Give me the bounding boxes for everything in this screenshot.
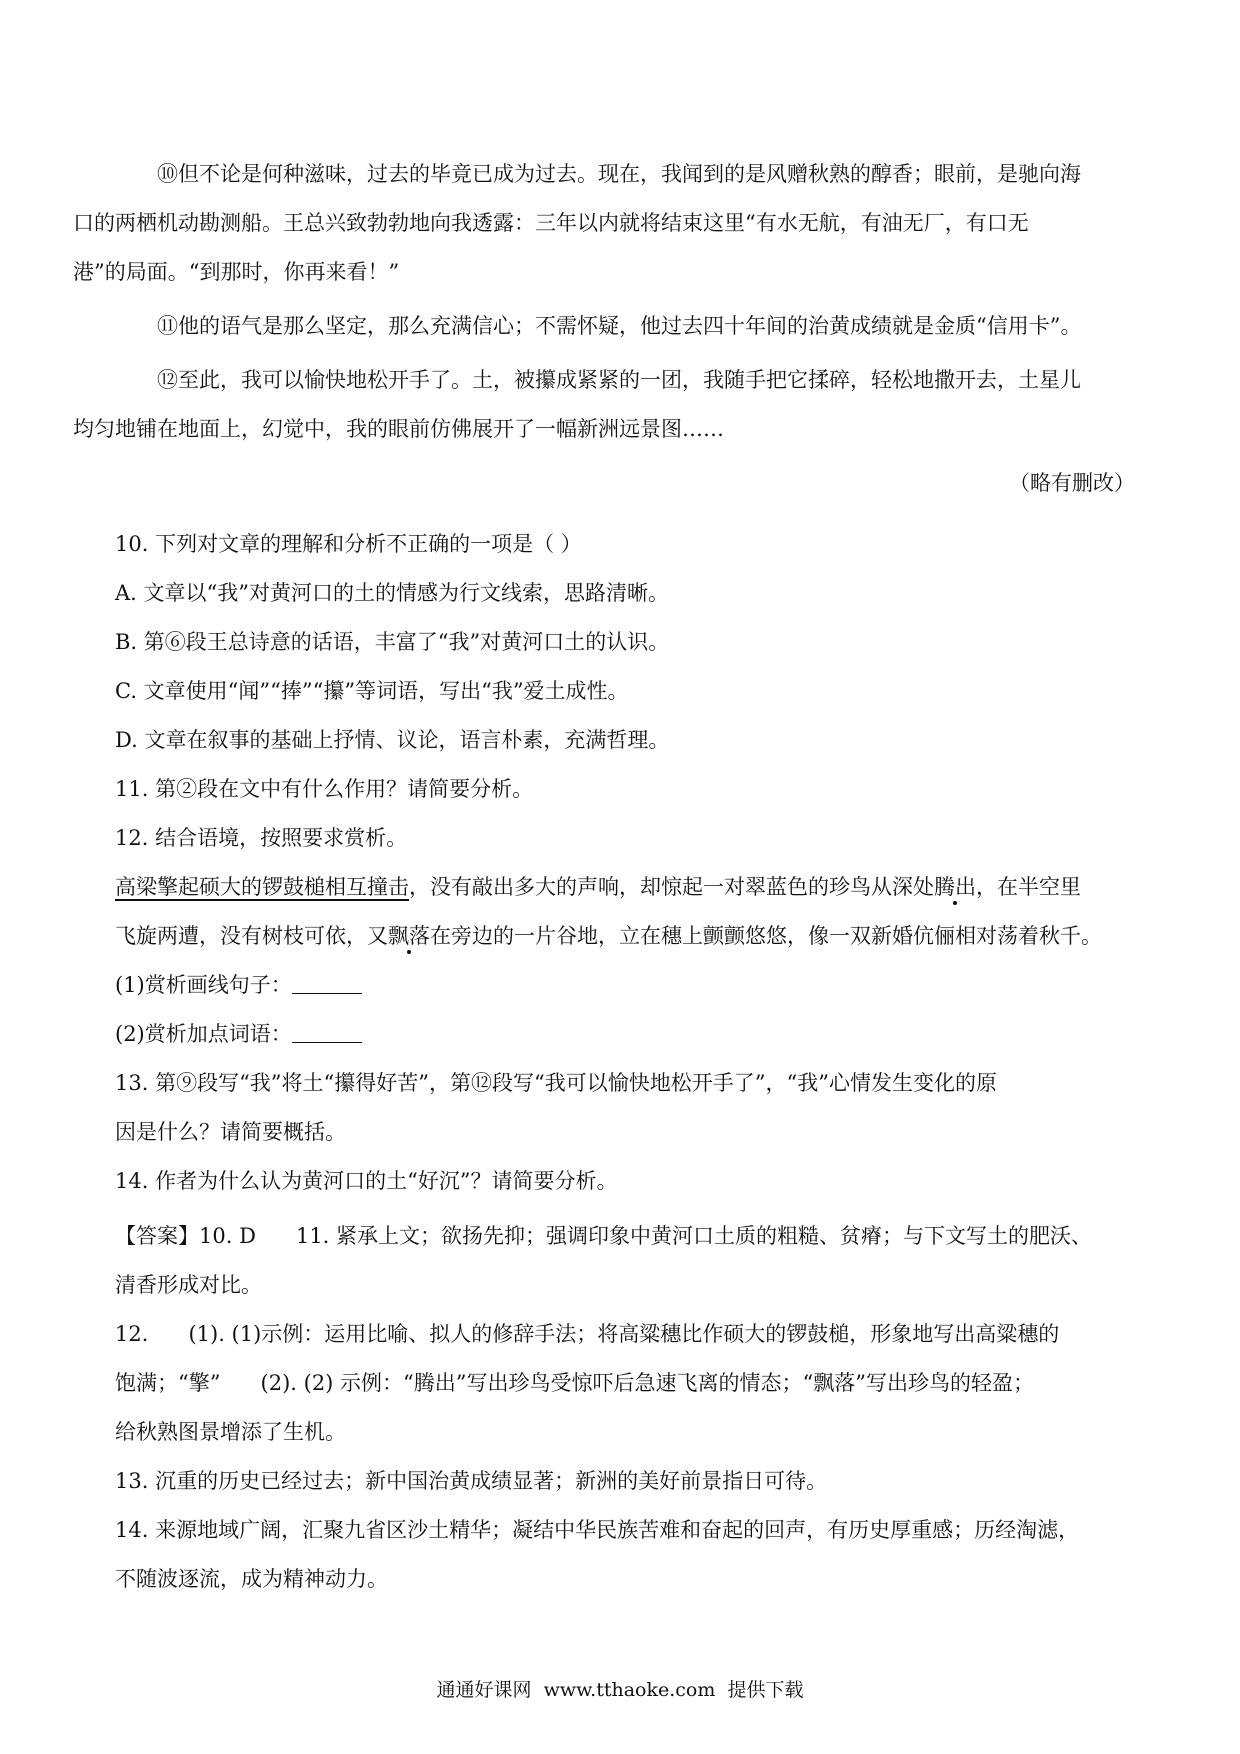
answer-12-line-3: 给秋熟图景增添了生机。 bbox=[115, 1420, 346, 1444]
answer-14-line-1: 14. 来源地域广阔，汇聚九省区沙土精华；凝结中华民族苦难和奋起的回声，有历史厚重感；历经淘滤， bbox=[115, 1518, 1080, 1542]
answer-12 bbox=[115, 1310, 1135, 1457]
question-10: 10. 下列对文章的理解和分析不正确的一项是（ ） bbox=[115, 532, 582, 556]
sub-2-label: (2)赏析加点词语： bbox=[115, 1022, 292, 1046]
page-footer: 通通好课网 www.tthaoke.com 提供下载 bbox=[436, 1679, 804, 1701]
question-13-line-2: 因是什么？请简要概括。 bbox=[115, 1120, 346, 1144]
paragraph-10 bbox=[73, 150, 1135, 297]
paragraph-10-line-3: 港”的局面。“到那时，你再来看！” bbox=[73, 260, 400, 284]
answer-line-2: 清香形成对比。 bbox=[115, 1273, 262, 1297]
question-12-quote bbox=[115, 863, 1135, 961]
quote-text-a: ，没有敲出多大的声响，却惊起一对翠蓝色的珍鸟从深处 bbox=[409, 875, 934, 899]
question-12-sub-2 bbox=[115, 1010, 1135, 1059]
paragraph-12-line-2: 均匀地铺在地面上，幻觉中，我的眼前仿佛展开了一幅新洲远景图…… bbox=[73, 417, 724, 441]
sub-1-label: (1)赏析画线句子： bbox=[115, 973, 292, 997]
paragraph-12-line-1: ⑫至此，我可以愉快地松开手了。土，被攥成紧紧的一团，我随手把它揉碎，轻松地撒开去，土星儿 bbox=[157, 368, 1081, 392]
dotted-word-tengchu: 腾出 bbox=[934, 875, 976, 899]
answer-12-line-2: 饱满；“擎” (2). (2) 示例：“腾出”写出珍鸟受惊吓后急速飞离的情态；“飘落”写出珍鸟的轻盈； bbox=[115, 1371, 1034, 1395]
paragraph-11: ⑪他的语气是那么坚定，那么充满信心；不需怀疑，他过去四十年间的治黄成绩就是金质“信用卡”。 bbox=[157, 314, 1082, 338]
question-12: 12. 结合语境，按照要求赏析。 bbox=[115, 826, 408, 850]
questions-section bbox=[115, 520, 1135, 1206]
quote-text-d: 在旁边的一片谷地，立在穗上颤颤悠悠，像一双新婚伉俪相对荡着秋千。 bbox=[430, 924, 1102, 948]
answers-section bbox=[115, 1212, 1135, 1604]
question-11: 11. 第②段在文中有什么作用？请简要分析。 bbox=[115, 777, 534, 801]
underlined-sentence: 高梁擎起硕大的锣鼓槌相互撞击 bbox=[115, 875, 409, 899]
dotted-word-piaoluo: 飘落 bbox=[388, 924, 430, 948]
question-14: 14. 作者为什么认为黄河口的土“好沉”？请简要分析。 bbox=[115, 1169, 618, 1193]
quote-text-c: 飞旋两遭，没有树枝可依，又 bbox=[115, 924, 388, 948]
answer-14 bbox=[115, 1506, 1135, 1604]
paragraph-12 bbox=[73, 356, 1135, 454]
answer-14-line-2: 不随波逐流，成为精神动力。 bbox=[115, 1567, 388, 1591]
answer-10-11 bbox=[115, 1212, 1135, 1310]
answer-12-line-1: 12. (1). (1)示例：运用比喻、拟人的修辞手法；将高粱穗比作硕大的锣鼓槌，形象地写出高粱穗的 bbox=[115, 1322, 1060, 1346]
paragraph-10-line-2: 口的两栖机动勘测船。王总兴致勃勃地向我透露：三年以内就将结束这里“有水无航，有油无厂，有口无 bbox=[73, 211, 1029, 235]
answer-blank bbox=[292, 1024, 362, 1043]
quote-text-b: ，在半空里 bbox=[976, 875, 1081, 899]
paragraph-10-line-1: ⑩但不论是何种滋味，过去的毕竟已成为过去。现在，我闻到的是风赠秋熟的醇香；眼前，是驰向海 bbox=[157, 162, 1081, 186]
page-content bbox=[73, 150, 1135, 1604]
answer-line-1: 【答案】10. D 11. 紧承上文；欲扬先抑；强调印象中黄河口土质的粗糙、贫瘠；与下文写土的肥沃、 bbox=[115, 1224, 1093, 1248]
question-12-sub-1 bbox=[115, 961, 1135, 1010]
question-10-option-a: A. 文章以“我”对黄河口的土的情感为行文线索，思路清晰。 bbox=[115, 581, 669, 605]
edit-note: （略有删改） bbox=[1009, 471, 1135, 495]
question-10-option-d: D. 文章在叙事的基础上抒情、议论，语言朴素，充满哲理。 bbox=[115, 728, 670, 752]
question-13 bbox=[115, 1059, 1135, 1157]
answer-13: 13. 沉重的历史已经过去；新中国治黄成绩显著；新洲的美好前景指日可待。 bbox=[115, 1469, 828, 1493]
question-10-option-c: C. 文章使用“闻”“捧”“攥”等词语，写出“我”爱土成性。 bbox=[115, 679, 629, 703]
question-13-line-1: 13. 第⑨段写“我”将土“攥得好苦”，第⑫段写“我可以愉快地松开手了”，“我”心情发生变化的原 bbox=[115, 1071, 997, 1095]
question-10-option-b: B. 第⑥段王总诗意的话语，丰富了“我”对黄河口土的认识。 bbox=[115, 630, 670, 654]
answer-blank bbox=[292, 975, 362, 994]
reading-passage bbox=[73, 150, 1135, 508]
